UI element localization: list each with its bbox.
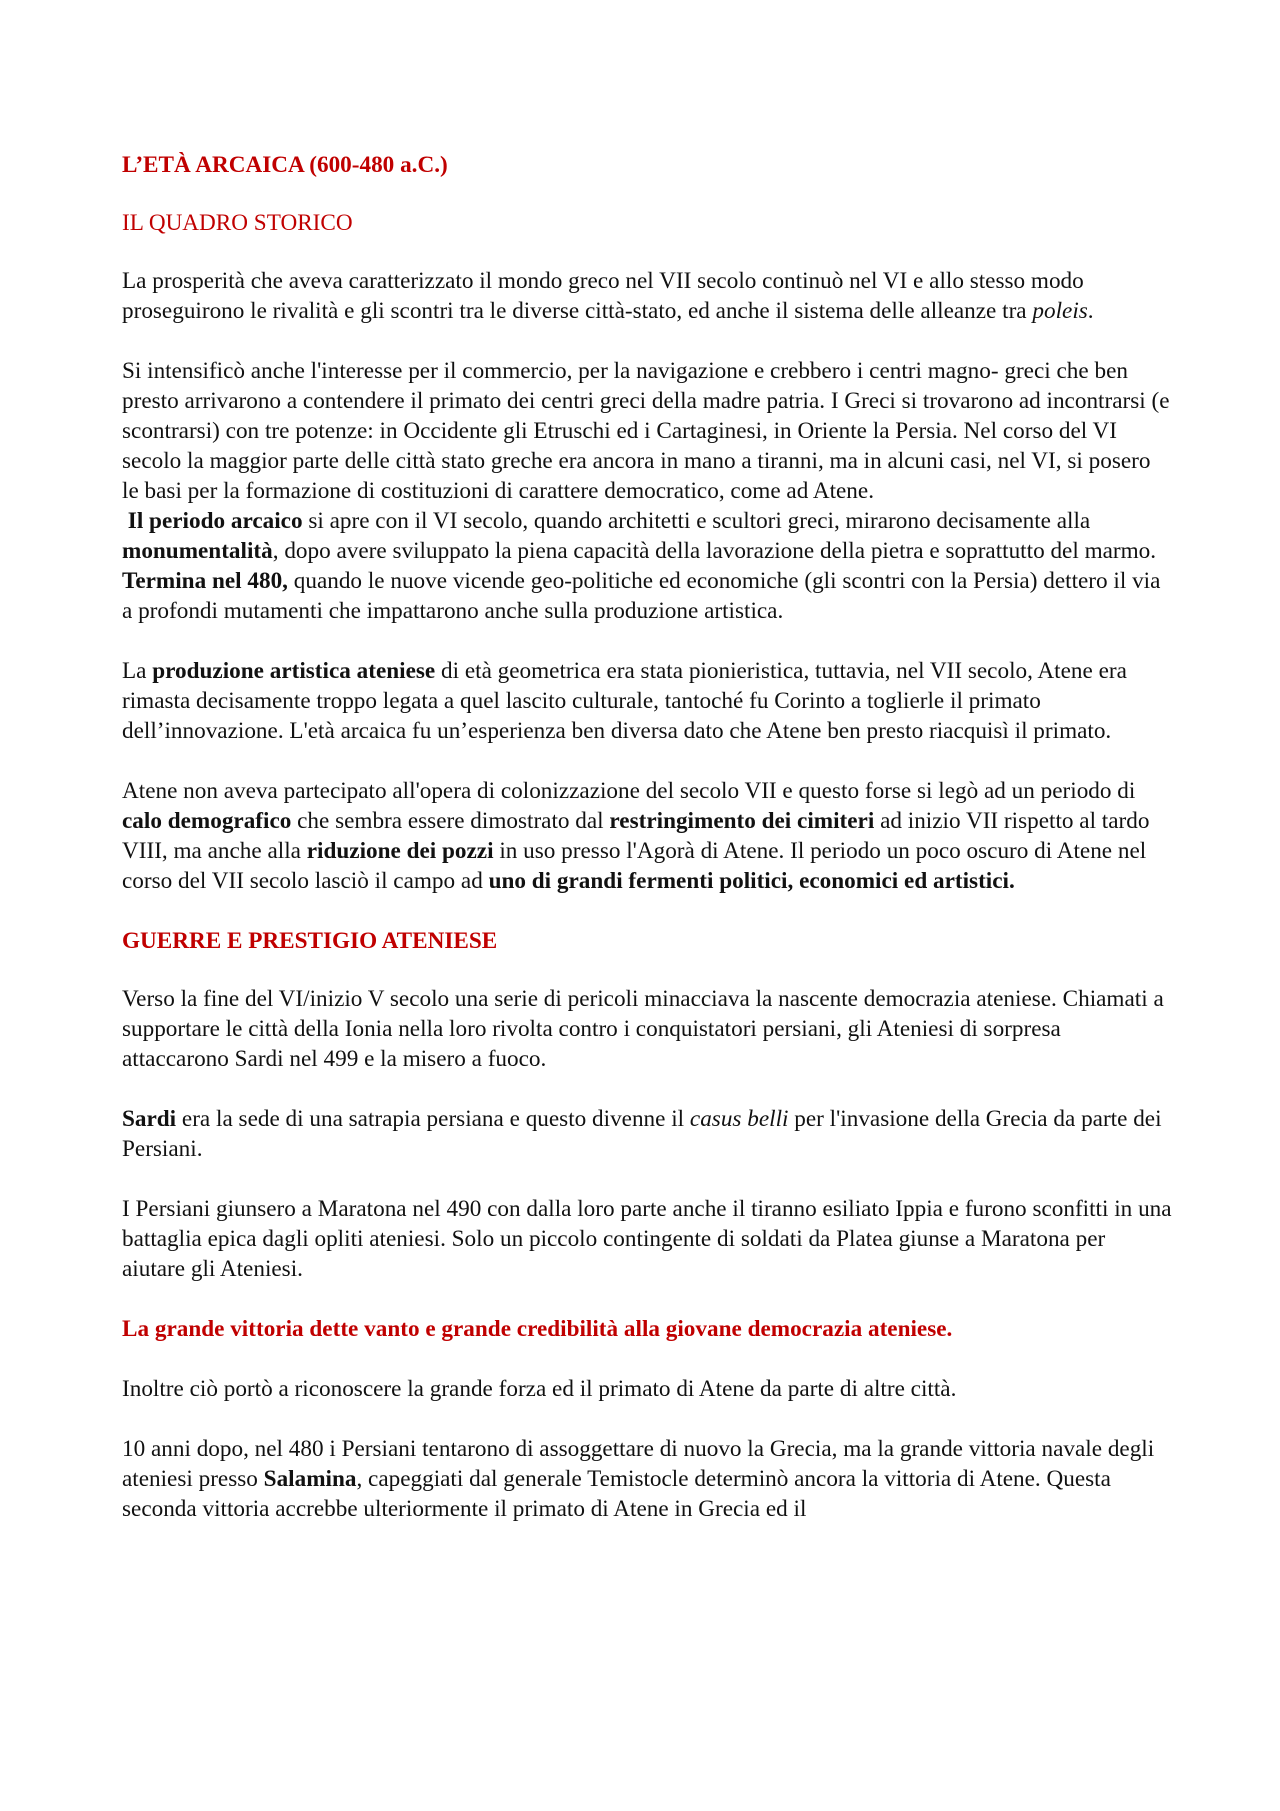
text: , capeggiati dal generale Temistocle determinò ancora la vittoria di Atene. Questa seconda vittoria accrebbe ulteriormente il primato di Atene in Grecia ed il	[122, 1466, 1111, 1522]
bold-text: calo demografico	[122, 808, 292, 834]
bold-text: monumentalità	[122, 538, 273, 564]
text: si apre con il VI secolo, quando architetti e scultori greci, mirarono decisamente alla	[302, 508, 1091, 534]
text: era la sede di una satrapia persiana e questo divenne il	[176, 1106, 690, 1132]
bold-text: riduzione dei pozzi	[306, 838, 494, 864]
paragraph-10: Inoltre ciò portò a riconoscere la grande forza ed il primato di Atene da parte di altre città.	[122, 1376, 957, 1402]
paragraph-2: Si intensificò anche l'interesse per il commercio, per la navigazione e crebbero i centri magno- greci che ben presto arrivarono a contendere il primato dei centri greci della madre patria. I Greci si trovarono ad incontrarsi (e scontrarsi) con tre potenze: in Occidente gli Etruschi ed i Cartaginesi, in Oriente la Persia. Nel corso del VI secolo la maggior parte delle città stato greche era ancora in mano a tiranni, ma in alcuni casi, nel VI, si posero le basi per la formazione di costituzioni di carattere democratico, come ad Atene.	[122, 358, 1170, 504]
text: per l'invasione della Grecia da parte dei Persiani.	[122, 1106, 1162, 1162]
section-subtitle: IL QUADRO STORICO	[122, 210, 353, 236]
text: ad inizio VII rispetto al tardo VIII, ma anche alla	[122, 808, 1150, 864]
highlight-statement: La grande vittoria dette vanto e grande credibilità alla giovane democrazia ateniese.	[122, 1316, 953, 1342]
paragraph-5	[122, 776, 1172, 896]
paragraph-1	[122, 266, 1172, 326]
paragraph-3	[122, 506, 1172, 626]
bold-text: uno di grandi fermenti politici, economici ed artistici.	[488, 868, 1015, 894]
italic-text: poleis	[1032, 298, 1088, 324]
text: La	[122, 658, 153, 684]
bold-text: Termina nel 480,	[122, 568, 288, 594]
bold-text: Sardi	[122, 1106, 177, 1132]
text: in uso presso l'Agorà di Atene. Il periodo un poco oscuro di Atene nel corso del VII secolo lasciò il campo ad	[122, 838, 1147, 894]
section-heading: GUERRE E PRESTIGIO ATENIESE	[122, 928, 498, 954]
text: di età geometrica era stata pionieristica, tuttavia, nel VII secolo, Atene era rimasta decisamente troppo legata a quel lascito culturale, tantoché fu Corinto a toglierle il primato dell’innovazione. L'età arcaica fu un’esperienza ben diversa dato che Atene ben presto riacquisì il primato.	[122, 658, 1127, 744]
bold-text: Il periodo arcaico	[127, 508, 303, 534]
text: che sembra essere dimostrato dal	[291, 808, 610, 834]
document-page	[122, 150, 1172, 1524]
bold-text: restringimento dei cimiteri	[609, 808, 875, 834]
text: La prosperità che aveva caratterizzato il mondo greco nel VII secolo continuò nel VI e allo stesso modo proseguirono le rivalità e gli scontri tra le diverse città-stato, ed anche il sistema delle alleanze tra	[122, 268, 1084, 324]
paragraph-7	[122, 1104, 1172, 1164]
bold-text: produzione artistica ateniese	[152, 658, 436, 684]
text: Atene non aveva partecipato all'opera di colonizzazione del secolo VII e questo forse si legò ad un periodo di	[122, 778, 1136, 804]
italic-text: casus belli	[689, 1106, 789, 1132]
paragraph-8: I Persiani giunsero a Maratona nel 490 con dalla loro parte anche il tiranno esiliato Ippia e furono sconfitti in una battaglia epica dagli opliti ateniesi. Solo un piccolo contingente di soldati da Platea giunse a Maratona per aiutare gli Ateniesi.	[122, 1196, 1172, 1282]
text: , dopo avere sviluppato la piena capacità della lavorazione della pietra e soprattutto del marmo.	[272, 538, 1157, 564]
paragraph-6: Verso la fine del VI/inizio V secolo una serie di pericoli minacciava la nascente democrazia ateniese. Chiamati a supportare le città della Ionia nella loro rivolta contro i conquistatori persiani, gli Ateniesi di sorpresa attaccarono Sardi nel 499 e la misero a fuoco.	[122, 986, 1164, 1072]
paragraph-11	[122, 1434, 1172, 1524]
page-title: L’ETÀ ARCAICA (600-480 a.C.)	[122, 152, 448, 178]
text: .	[1087, 298, 1094, 324]
paragraph-4	[122, 656, 1172, 746]
text: 10 anni dopo, nel 480 i Persiani tentarono di assoggettare di nuovo la Grecia, ma la grande vittoria navale degli ateniesi presso	[122, 1436, 1155, 1492]
text: quando le nuove vicende geo-politiche ed economiche (gli scontri con la Persia) dettero il via a profondi mutamenti che impattarono anche sulla produzione artistica.	[122, 568, 1161, 624]
bold-text: Salamina	[263, 1466, 357, 1492]
